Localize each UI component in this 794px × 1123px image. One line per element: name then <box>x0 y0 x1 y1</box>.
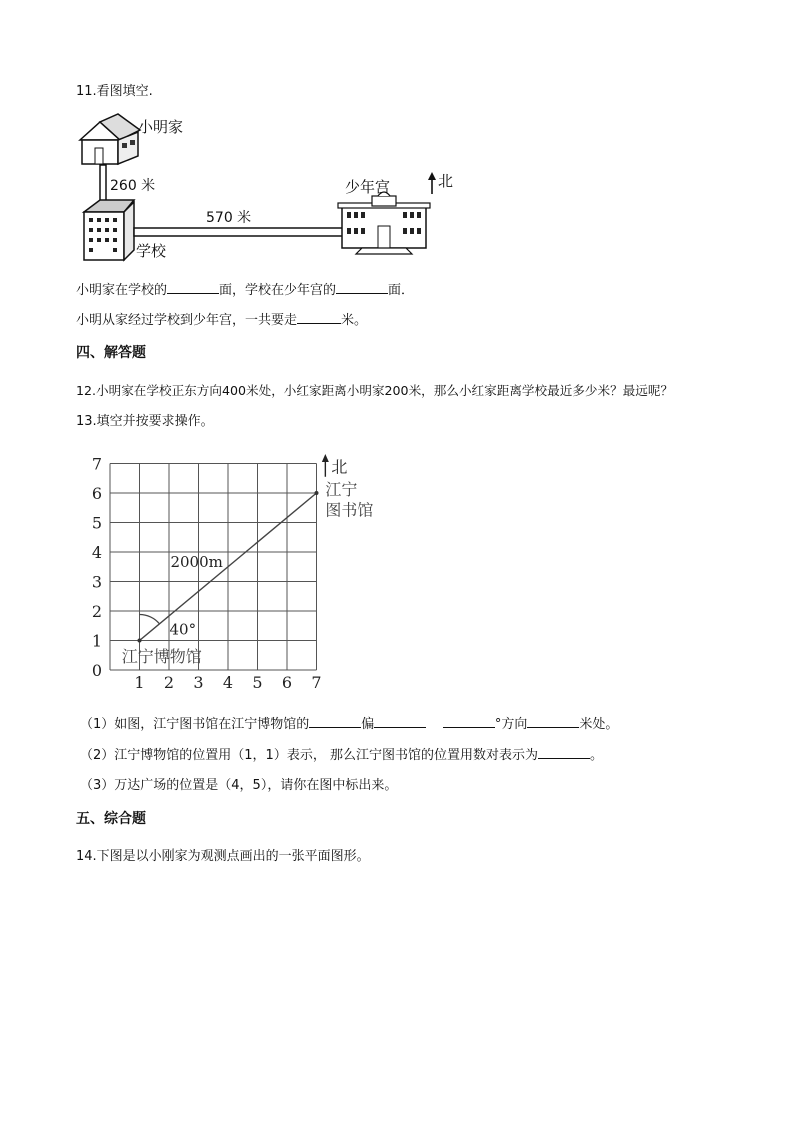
y-tick-label: 6 <box>91 484 102 503</box>
q13-p2: （2）江宁博物馆的位置用（1，1）表示， 那么江宁图书馆的位置用数对表示为 。 <box>80 748 603 763</box>
q13-p1: （1）如图，江宁图书馆在江宁博物馆的 偏 °方向 米处。 <box>80 717 619 732</box>
x-tick-label: 2 <box>163 673 175 692</box>
label-home: 小明家 <box>138 118 184 136</box>
q11-line1: 小明家在学校的 面，学校在少年宫的 面． <box>76 283 415 298</box>
label-north: 北 <box>438 172 454 190</box>
section-heading: 五、综合题 <box>76 811 146 827</box>
x-tick-label: 3 <box>193 673 204 692</box>
answer-blank[interactable] <box>527 715 579 728</box>
q12-text: 12.小明家在学校正东方向400米处，小红家距离小明家200米，那么小红家距离学校最近多少米？最远呢？ <box>76 383 674 398</box>
y-tick-label: 1 <box>91 631 102 651</box>
north-arrow-icon <box>322 454 329 462</box>
x-tick-label: 7 <box>311 673 322 692</box>
map-point <box>138 639 142 643</box>
answer-blank[interactable] <box>309 715 361 728</box>
label-school: 学校 <box>136 242 167 260</box>
x-tick-label: 5 <box>252 673 263 692</box>
museum-label: 江宁博物馆 <box>121 647 202 667</box>
label-570: 570 米 <box>206 210 252 226</box>
q13-title: 13.填空并按要求操作。 <box>76 414 214 429</box>
answer-blank[interactable] <box>538 746 590 759</box>
map-point <box>315 491 319 495</box>
answer-blank[interactable] <box>374 715 426 728</box>
library-label-line1: 江宁 <box>325 480 358 500</box>
x-tick-label: 6 <box>281 673 293 692</box>
y-tick-label: 2 <box>91 602 102 621</box>
y-tick-label: 4 <box>91 543 102 562</box>
y-tick-label: 7 <box>91 454 102 474</box>
x-tick-label: 4 <box>222 673 234 692</box>
q14-text: 14.下图是以小刚家为观测点画出的一张平面图形。 <box>76 849 370 864</box>
q13-p3: （3）万达广场的位置是（4，5），请你在图中标出来。 <box>80 778 398 793</box>
angle-label: 40° <box>169 620 197 639</box>
section-heading: 四、解答题 <box>76 345 146 361</box>
distance-label: 2000m <box>170 552 223 571</box>
x-tick-label: 1 <box>134 673 145 692</box>
label-260: 260 米 <box>110 178 156 194</box>
north-label: 北 <box>331 457 348 477</box>
q11-title: 11.看图填空. <box>76 84 153 99</box>
label-palace: 少年宫 <box>345 178 391 196</box>
angle-arc <box>140 615 160 624</box>
answer-blank[interactable] <box>443 715 495 728</box>
q11-line2: 小明从家经过学校到少年宫，一共要走 米。 <box>76 313 368 328</box>
library-label-line2: 图书馆 <box>325 500 374 520</box>
y-tick-label: 3 <box>91 572 102 592</box>
y-tick-label: 0 <box>91 661 102 680</box>
y-tick-label: 5 <box>91 513 102 533</box>
